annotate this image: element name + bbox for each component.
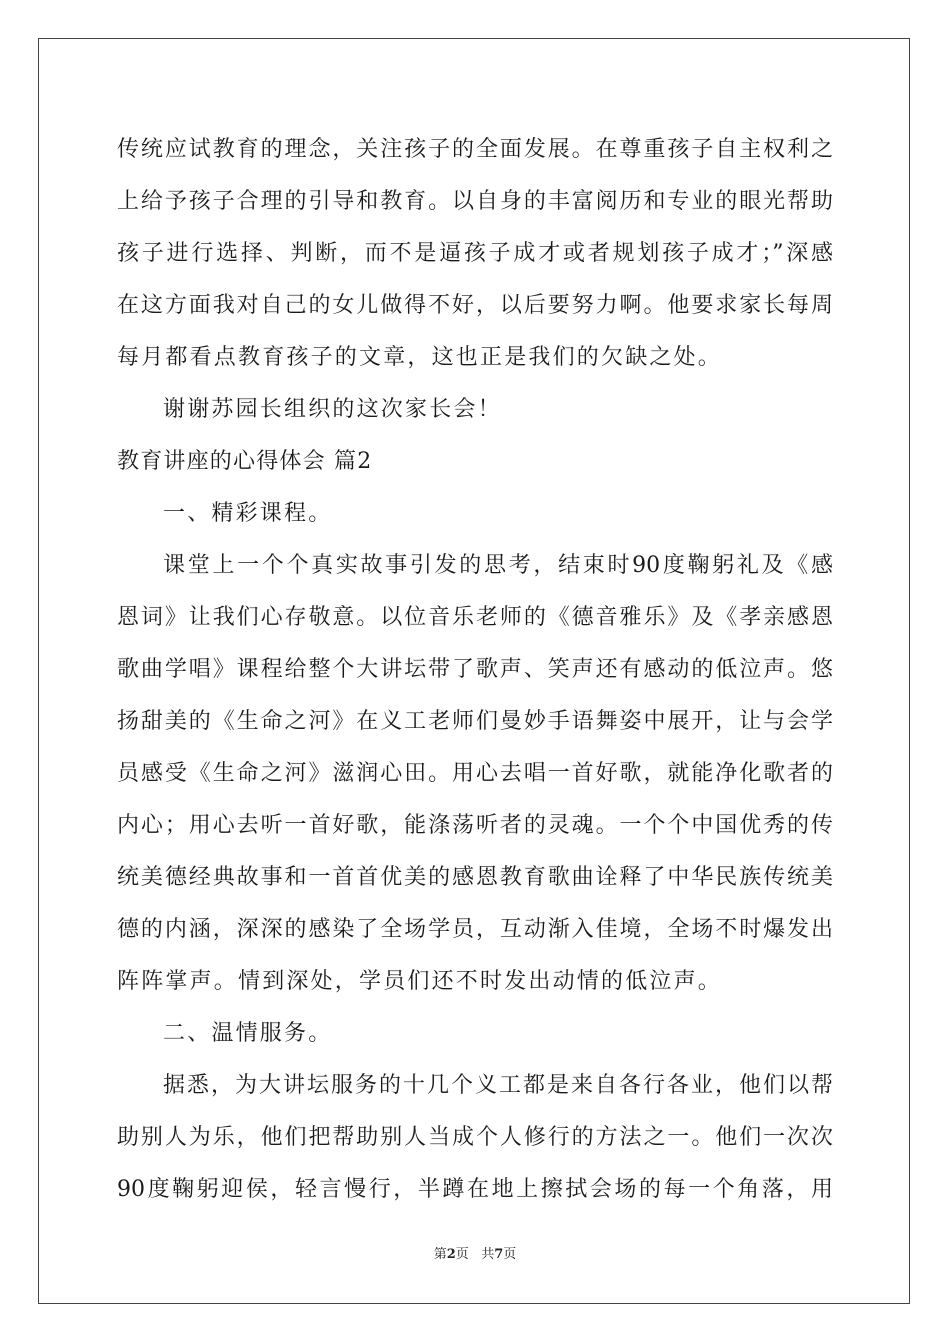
text-line-15: 统美德经典故事和一首首优美的感恩教育歌曲诠释了中华民族传统美 [117, 865, 833, 890]
text-line-11: 歌曲学唱》课程给整个大讲坛带了歌声、笑声还有感动的低泣声。悠 [117, 657, 833, 682]
total-pages-number: 7 [494, 1247, 504, 1262]
text-line-18: 二、温情服务。 [163, 1021, 333, 1046]
text-line-6: 谢谢苏园长组织的这次家长会！ [163, 397, 502, 422]
document-body [117, 128, 833, 1220]
text-line-16: 德的内涵，深深的感染了全场学员，互动渐入佳境，全场不时爆发出 [117, 917, 833, 942]
footer-total-suffix: 页 [503, 1247, 517, 1262]
text-line-21: 90度鞠躬迎侯，轻言慢行，半蹲在地上擦拭会场的每一个角落，用 [117, 1177, 833, 1202]
text-line-5: 每月都看点教育孩子的文章，这也正是我们的欠缺之处。 [117, 345, 723, 370]
footer-page-suffix: 页 [455, 1247, 469, 1262]
text-line-19: 据悉，为大讲坛服务的十几个义工都是来自各行各业，他们以帮 [163, 1073, 833, 1098]
text-line-3: 孩子进行选择、判断，而不是逼孩子成才或者规划孩子成才；”深感 [117, 241, 833, 266]
text-line-8: 一、精彩课程。 [163, 501, 333, 526]
text-line-14: 内心；用心去听一首好歌，能涤荡听者的灵魂。一个个中国优秀的传 [117, 813, 833, 838]
footer-prefix: 第 [433, 1247, 447, 1262]
text-line-17: 阵阵掌声。情到深处，学员们还不时发出动情的低泣声。 [117, 969, 723, 994]
text-line-20: 助别人为乐，他们把帮助别人当成个人修行的方法之一。他们一次次 [117, 1125, 833, 1150]
section-heading: 教育讲座的心得体会 篇2 [117, 449, 373, 474]
footer-total-prefix: 共 [481, 1247, 495, 1262]
text-line-1: 传统应试教育的理念，关注孩子的全面发展。在尊重孩子自主权利之 [117, 137, 833, 162]
text-line-10: 恩词》让我们心存敬意。以位音乐老师的《德音雅乐》及《孝亲感恩 [117, 605, 833, 630]
text-line-4: 在这方面我对自己的女儿做得不好，以后要努力啊。他要求家长每周 [117, 293, 833, 318]
page-footer [0, 1246, 950, 1264]
text-line-9: 课堂上一个个真实故事引发的思考，结束时90度鞠躬礼及《感 [163, 553, 833, 578]
text-line-2: 上给予孩子合理的引导和教育。以自身的丰富阅历和专业的眼光帮助 [117, 189, 833, 214]
text-line-12: 扬甜美的《生命之河》在义工老师们曼妙手语舞姿中展开，让与会学 [117, 709, 833, 734]
current-page-number: 2 [446, 1247, 456, 1262]
text-line-13: 员感受《生命之河》滋润心田。用心去唱一首好歌，就能净化歌者的 [117, 761, 833, 786]
